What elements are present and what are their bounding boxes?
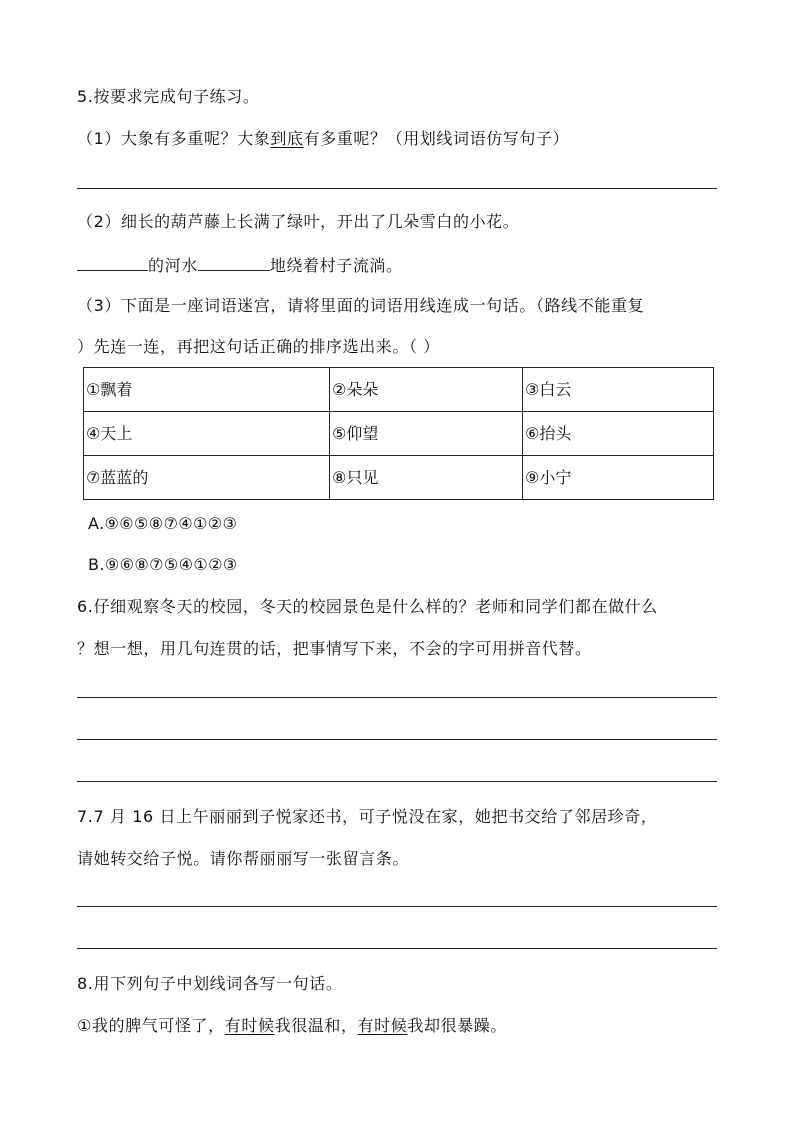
maze-cell[interactable]: ①飘着 [84, 368, 330, 412]
q7-line2: 请她转交给子悦。请你帮丽丽写一张留言条。 [77, 849, 410, 868]
answer-line-7-2[interactable] [77, 948, 717, 949]
q6-line2: ？想一想，用几句连贯的话，把事情写下来，不会的字可用拼音代替。 [77, 639, 592, 658]
maze-row [84, 456, 714, 500]
answer-line-6-3[interactable] [77, 781, 717, 782]
answer-line-6-1[interactable] [77, 697, 717, 698]
maze-row [84, 368, 714, 412]
q8-s1-text-a: ①我的脾气可怪了， [77, 1016, 225, 1035]
q8-title: 8.用下列句子中划线词各写一句话。 [77, 974, 343, 993]
fill-text-b: 地绕着村子流淌。 [269, 256, 403, 275]
q5-part1 [77, 128, 569, 150]
maze-cell[interactable]: ⑧只见 [330, 456, 523, 500]
q5-part1-underlined-word: 到底 [270, 129, 304, 148]
option-a[interactable]: A.⑨⑥⑤⑧⑦④①②③ [88, 514, 238, 533]
q5-part3-line1: （3）下面是一座词语迷宫，请将里面的词语用线连成一句话。（路线不能重复 [77, 296, 645, 315]
word-maze-table [83, 367, 714, 500]
q6-line1: 6.仔细观察冬天的校园，冬天的校园景色是什么样的？老师和同学们都在做什么 [77, 597, 658, 616]
q5-part2-fill [77, 253, 403, 277]
fill-blank-2[interactable] [198, 253, 270, 271]
q5-part2: （2）细长的葫芦藤上长满了绿叶，开出了几朵雪白的小花。 [77, 212, 520, 231]
option-b[interactable]: B.⑨⑥⑧⑦⑤④①②③ [88, 555, 238, 574]
maze-cell[interactable]: ⑤仰望 [330, 412, 523, 456]
q5-part1-text-b: 有多重呢？（用划线词语仿写句子） [303, 129, 570, 148]
maze-cell[interactable]: ⑦蓝蓝的 [84, 456, 330, 500]
maze-cell[interactable]: ③白云 [523, 368, 714, 412]
q7-line1: 7.7 月 16 日上午丽丽到子悦家还书，可子悦没在家，她把书交给了邻居珍奇， [77, 807, 658, 826]
maze-cell[interactable]: ⑥抬头 [523, 412, 714, 456]
answer-line-6-2[interactable] [77, 739, 717, 740]
maze-row [84, 412, 714, 456]
q8-sentence1 [77, 1015, 507, 1037]
q5-part3-line2: ）先连一连，再把这句话正确的排序选出来。（ ） [77, 337, 440, 356]
q8-s1-text-b: 我很温和， [274, 1016, 358, 1035]
q5-part1-text-a: （1）大象有多重呢？大象 [77, 129, 271, 148]
answer-line-5-1[interactable] [77, 188, 717, 189]
fill-blank-1[interactable] [77, 253, 148, 271]
maze-cell[interactable]: ⑨小宁 [523, 456, 714, 500]
maze-cell[interactable]: ④天上 [84, 412, 330, 456]
q8-s1-underlined-1: 有时候 [224, 1016, 275, 1035]
fill-text-a: 的河水 [148, 256, 198, 275]
answer-line-7-1[interactable] [77, 906, 717, 907]
q8-s1-text-c: 我却很暴躁。 [407, 1016, 507, 1035]
q5-title: 5.按要求完成句子练习。 [77, 87, 260, 106]
maze-cell[interactable]: ②朵朵 [330, 368, 523, 412]
q8-s1-underlined-2: 有时候 [357, 1016, 408, 1035]
